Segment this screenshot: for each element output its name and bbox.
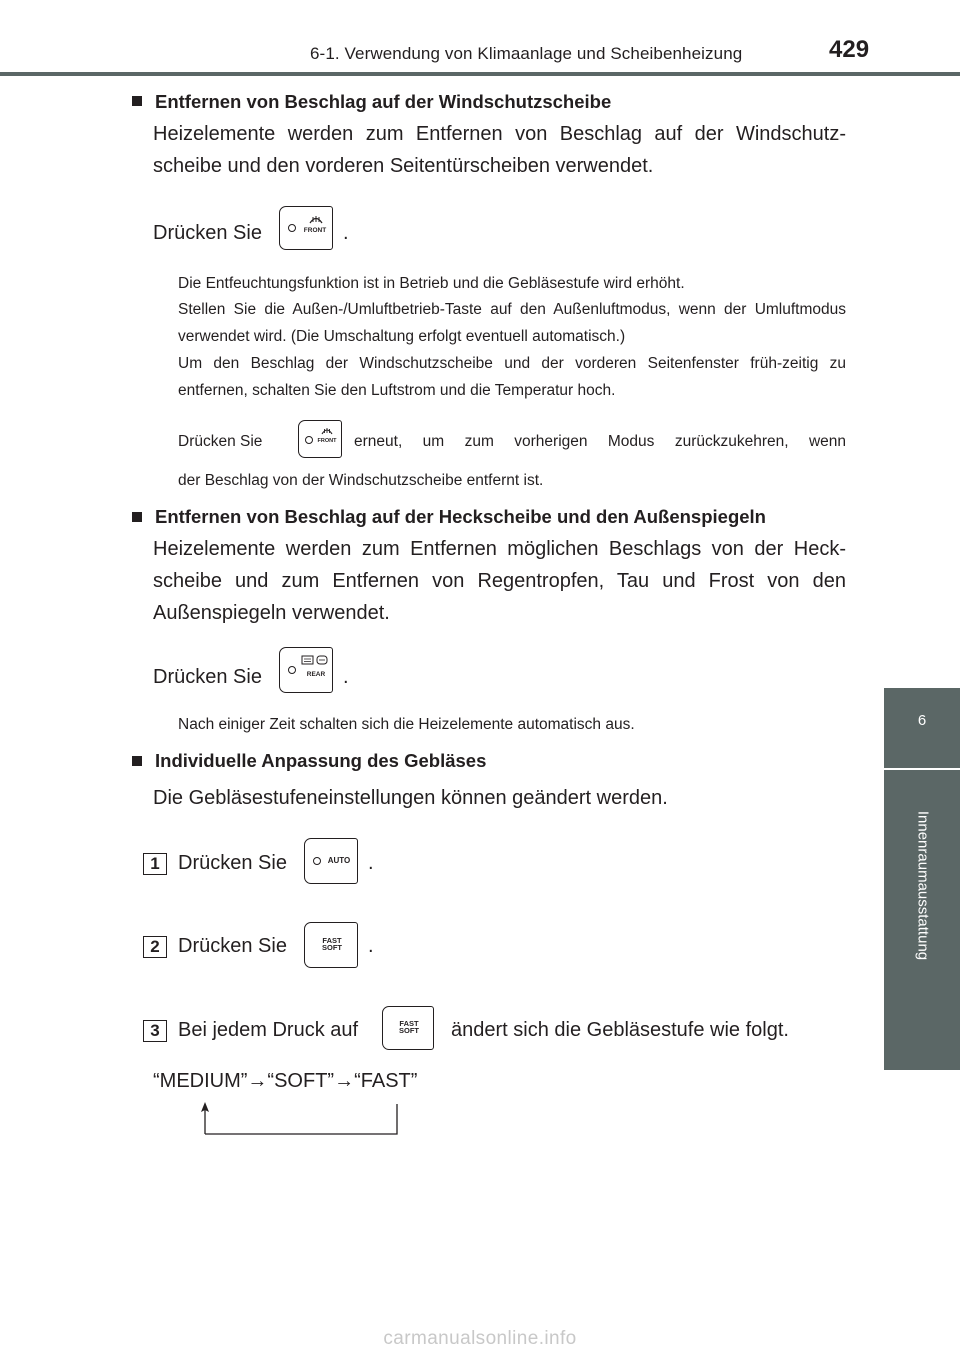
fast-soft-button [382,1006,434,1050]
step-prefix: Bei jedem Druck auf [178,1019,359,1041]
step-prefix: Drücken Sie [178,852,287,874]
return-prefix: Drücken Sie [178,433,263,450]
press-suffix: . [343,666,349,688]
heading-bullet [132,756,142,766]
note: Die Entfeuchtungsfunktion ist in Betrieb und die Gebläsestufe wird erhöht. [178,275,685,292]
press-instruction [153,222,262,245]
front-defroster-button [298,420,342,458]
button-label-fast: FAST [399,1019,419,1028]
chapter-number: 6 [917,712,927,729]
section-title: 6-1. Verwendung von Klimaanlage und Scheibenheizung [310,44,743,63]
step-suffix: ändert sich die Gebläsestufe wie folgt. [451,1019,789,1041]
indicator-icon [288,224,296,232]
front-defroster-icon [309,214,323,224]
button-label-fast: FAST [322,936,342,945]
indicator-icon [305,436,313,444]
fast-soft-button [304,922,358,968]
section-body: Die Gebläsestufeneinstellungen können geändert werden. [153,787,668,809]
return-line2: der Beschlag von der Windschutzscheibe entfernt ist. [178,472,544,489]
step-suffix: . [368,935,374,957]
step-suffix: . [368,852,374,874]
button-label: FRONT [303,227,327,234]
section-body: Heizelemente werden zum Entfernen möglichen Beschlags von der Heck-scheibe und zum Entfernen von Regentropfen, Tau und Frost von den Außenspiegeln verwendet. [153,538,846,624]
sequence-loop-arrow [195,1100,405,1136]
section-body: Heizelemente werden zum Entfernen von Beschlag auf der Windschutz-scheibe und den vorderen Seitentürscheiben verwendet. [153,123,846,177]
step-prefix: Drücken Sie [178,935,287,957]
note: Nach einiger Zeit schalten sich die Heizelemente automatisch aus. [178,716,635,733]
rear-defogger-icon [301,655,329,666]
button-label-soft: SOFT [322,943,342,952]
fan-speed-sequence: “MEDIUM”→“SOFT”→“FAST” [153,1070,418,1092]
watermark: carmanualsonline.info [383,1328,577,1349]
note: Stellen Sie die Außen-/Umluftbetrieb-Taste auf den Außenluftmodus, wenn der Umluftmodus verwendet wird. (Die Umschaltung erfolgt eventuell automatisch.) [178,301,846,345]
front-defroster-button [279,206,333,250]
header-rule [0,72,960,76]
button-label: REAR [306,671,326,678]
press-prefix: Drücken Sie [153,666,262,688]
press-prefix: Drücken Sie [153,222,262,244]
page-number: 429 [829,36,870,63]
button-label: FRONT [317,438,337,444]
indicator-icon [288,666,296,674]
press-suffix: . [343,222,349,244]
rear-defogger-button [279,647,333,693]
section-heading: Individuelle Anpassung des Gebläses [155,750,487,771]
chapter-title: Innenraumausstattung [914,810,932,961]
heading-bullet [132,96,142,106]
indicator-icon [313,857,321,865]
front-defroster-icon [321,426,333,435]
step-number: 3 [143,1020,167,1042]
step-number: 2 [143,936,167,958]
step-number: 1 [143,853,167,875]
note: Um den Beschlag der Windschutzscheibe und der vorderen Seitenfenster früh-zeitig zu entfernen, schalten Sie den Luftstrom und die Temperatur hoch. [178,355,846,399]
button-label-soft: SOFT [399,1026,419,1035]
button-label: AUTO [327,856,351,865]
section-heading: Entfernen von Beschlag auf der Heckscheibe und den Außenspiegeln [155,506,766,527]
heading-bullet [132,512,142,522]
auto-button [304,838,358,884]
return-suffix: erneut, um zum vorherigen Modus zurückzukehren, wenn [354,433,846,450]
section-heading: Entfernen von Beschlag auf der Windschutzscheibe [155,91,612,112]
